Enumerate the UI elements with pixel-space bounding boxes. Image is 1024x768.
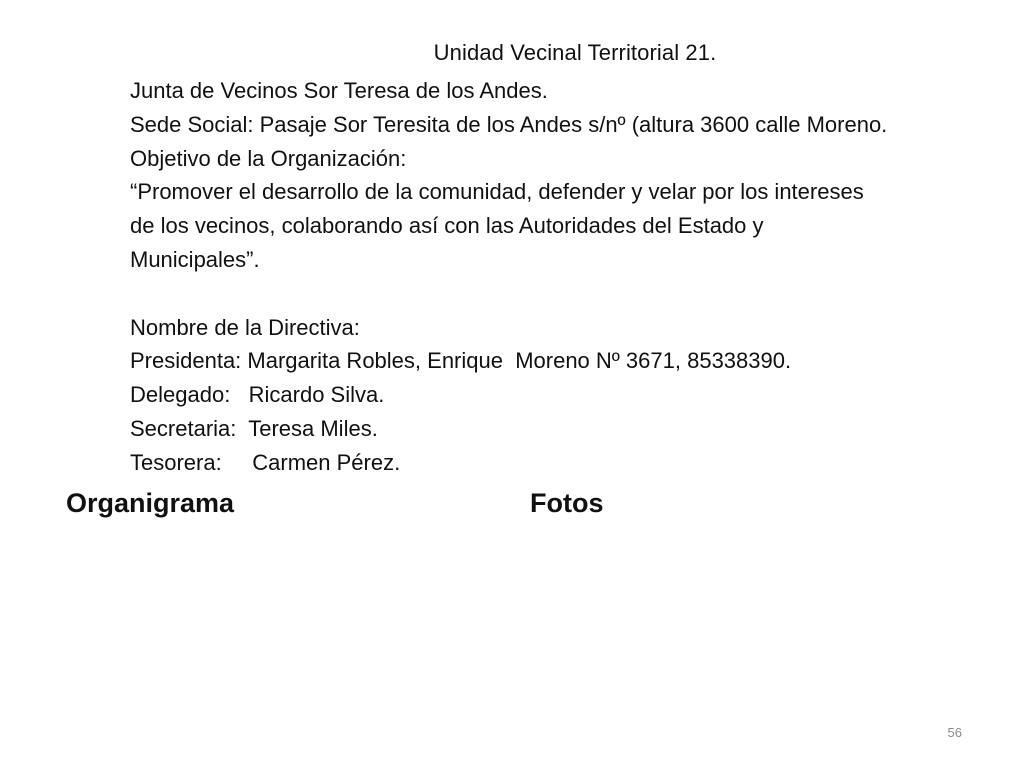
text-line-directiva-label: Nombre de la Directiva: [130, 314, 360, 340]
slide-title: Unidad Vecinal Territorial 21. [433, 40, 717, 65]
text-line-objetivo-1: “Promover el desarrollo de la comunidad, defender y velar por los intereses [130, 179, 864, 205]
text-line-objetivo-2: de los vecinos, colaborando así con las Autoridades del Estado y [130, 213, 764, 239]
text-line-junta: Junta de Vecinos Sor Teresa de los Andes. [130, 78, 548, 103]
text-line-objetivo-3: Municipales”. [130, 246, 260, 272]
text-line-delegado: Delegado: Ricardo Silva. [130, 382, 385, 408]
blank-line [130, 277, 1010, 311]
heading-fotos: Fotos [530, 488, 604, 518]
text-line-sede: Sede Social: Pasaje Sor Teresita de los Andes s/nº (altura 3600 calle Moreno. [130, 111, 888, 137]
text-line-presidenta: Presidenta: Margarita Robles, Enrique Moreno Nº 3671, 85338390. [130, 348, 792, 374]
text-line-objetivo-label: Objetivo de la Organización: [130, 145, 407, 171]
heading-organigrama: Organigrama [66, 488, 235, 518]
slide-body [130, 74, 1010, 480]
text-line-secretaria: Secretaria: Teresa Miles. [130, 415, 378, 441]
text-line-tesorera: Tesorera: Carmen Pérez. [130, 449, 401, 475]
page-number: 56 [947, 725, 962, 740]
